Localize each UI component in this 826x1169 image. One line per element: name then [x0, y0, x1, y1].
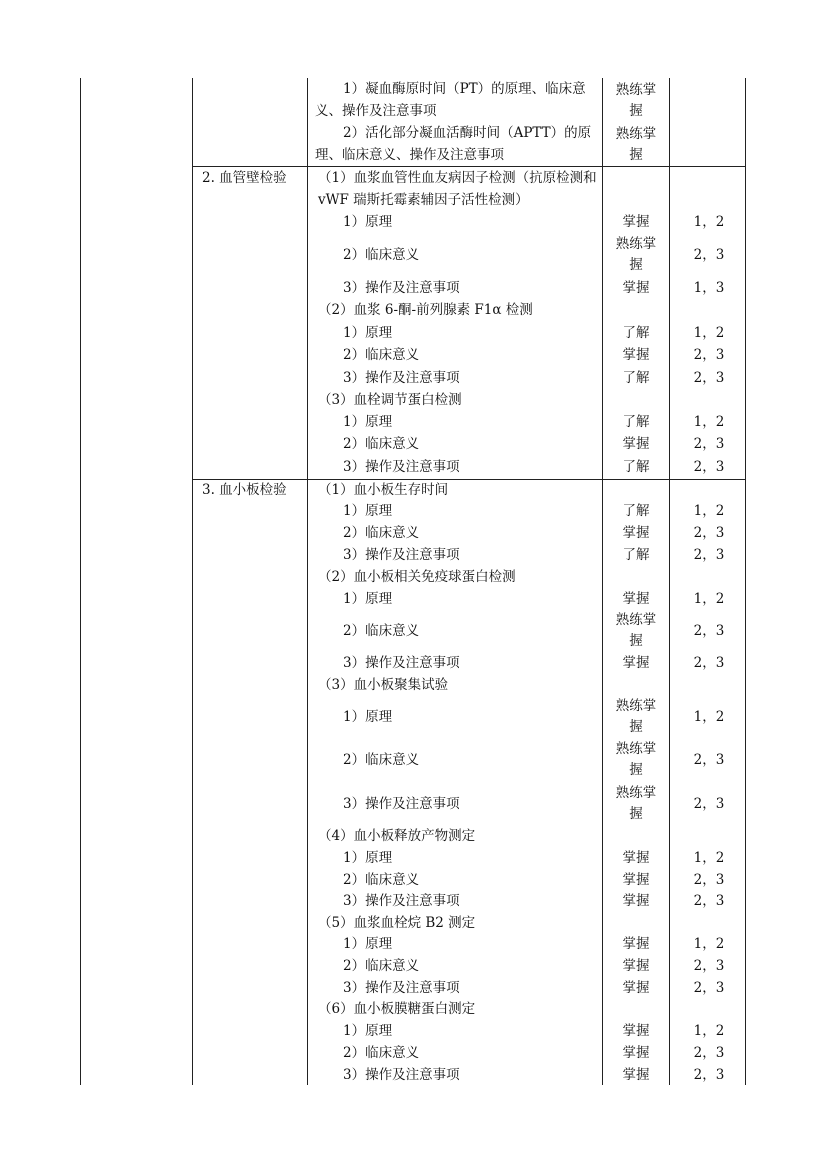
hours: 1，2 [693, 325, 725, 341]
item-text: 3）操作及注意事项 [343, 1067, 460, 1083]
item-text: 3）操作及注意事项 [343, 370, 460, 386]
mastery-level: 掌握 [622, 214, 650, 230]
item-text: 2）临床意义 [343, 436, 420, 452]
item-text: 1）原理 [343, 414, 393, 430]
hours: 2，3 [693, 525, 725, 541]
col-divider [602, 78, 603, 1085]
item-text: 2）临床意义 [343, 1045, 420, 1061]
item-text: 1）原理 [343, 709, 393, 725]
mastery-level: 熟练掌握 [615, 126, 657, 163]
item-text: 1）原理 [343, 850, 393, 866]
hours: 1，2 [693, 414, 725, 430]
hours: 1，2 [693, 850, 725, 866]
hours: 2，3 [693, 893, 725, 909]
hours: 1，2 [693, 936, 725, 952]
item-text: 2）活化部分凝血活酶时间（APTT）的原理、临床意义、操作及注意事项 [315, 125, 592, 163]
mastery-level: 掌握 [622, 872, 650, 888]
item-text: 3）操作及注意事项 [343, 980, 460, 996]
item-text: 2）临床意义 [343, 247, 420, 263]
item-text: 1）原理 [343, 1023, 393, 1039]
col-divider [669, 78, 670, 1085]
hours: 1，2 [693, 591, 725, 607]
hours: 1，2 [693, 709, 725, 725]
item-heading: （1）血浆血管性血友病因子检测（抗原检测和 vWF 瑞斯托霉素辅因子活性检测） [318, 170, 597, 208]
mastery-level: 掌握 [622, 850, 650, 866]
col-divider [192, 78, 193, 1085]
item-subheading: （2）血浆 6-酮-前列腺素 F1α 检测 [318, 302, 533, 318]
item-subheading: （5）血浆血栓烷 B2 测定 [318, 915, 476, 931]
item-subheading: （3）血栓调节蛋白检测 [318, 392, 462, 408]
hours: 2，3 [693, 796, 725, 812]
hours: 1，2 [693, 1023, 725, 1039]
mastery-level: 了解 [622, 503, 650, 519]
item-text: 1）凝血酶原时间（PT）的原理、临床意义、操作及注意事项 [315, 81, 586, 119]
item-text: 2）临床意义 [343, 958, 420, 974]
mastery-level: 掌握 [622, 1023, 650, 1039]
mastery-level: 熟练掌握 [615, 82, 657, 119]
hours: 2，3 [693, 370, 725, 386]
hours: 2，3 [693, 752, 725, 768]
hours: 2，3 [693, 980, 725, 996]
item-subheading: （4）血小板释放产物测定 [318, 828, 476, 844]
hours: 2，3 [693, 872, 725, 888]
mastery-level: 了解 [622, 325, 650, 341]
item-text: 1）原理 [343, 936, 393, 952]
item-text: 2）临床意义 [343, 872, 420, 888]
mastery-level: 掌握 [622, 280, 650, 296]
hours: 2，3 [693, 247, 725, 263]
mastery-level: 掌握 [622, 436, 650, 452]
hours: 2，3 [693, 436, 725, 452]
hours: 2，3 [693, 655, 725, 671]
hours: 2，3 [693, 1045, 725, 1061]
item-text: 1）原理 [343, 503, 393, 519]
mastery-level: 掌握 [622, 980, 650, 996]
item-text: 1）原理 [343, 325, 393, 341]
item-text: 2）临床意义 [343, 347, 420, 363]
item-text: 3）操作及注意事项 [343, 459, 460, 475]
item-text: 1）原理 [343, 214, 393, 230]
mastery-level: 掌握 [622, 347, 650, 363]
item-text: 2）临床意义 [343, 623, 420, 639]
hours: 2，3 [693, 623, 725, 639]
topic-title: 3. 血小板检验 [202, 482, 287, 498]
mastery-level: 熟练掌握 [615, 236, 657, 273]
hours: 2，3 [693, 547, 725, 563]
hours: 1，3 [693, 280, 725, 296]
mastery-level: 掌握 [622, 958, 650, 974]
col-divider [80, 78, 81, 1085]
mastery-level: 掌握 [622, 1045, 650, 1061]
item-text: 2）临床意义 [343, 525, 420, 541]
item-subheading: （2）血小板相关免疫球蛋白检测 [318, 569, 516, 585]
col-divider [307, 78, 308, 1085]
mastery-level: 熟练掌握 [615, 698, 657, 735]
hours: 2，3 [693, 459, 725, 475]
item-subheading: （6）血小板膜糖蛋白测定 [318, 1001, 476, 1017]
item-text: 3）操作及注意事项 [343, 280, 460, 296]
item-text: 3）操作及注意事项 [343, 547, 460, 563]
mastery-level: 了解 [622, 547, 650, 563]
item-text: 1）原理 [343, 591, 393, 607]
item-text: 3）操作及注意事项 [343, 655, 460, 671]
mastery-level: 掌握 [622, 936, 650, 952]
mastery-level: 掌握 [622, 893, 650, 909]
item-subheading: （1）血小板生存时间 [318, 482, 449, 498]
hours: 1，2 [693, 503, 725, 519]
item-text: 3）操作及注意事项 [343, 796, 460, 812]
col-divider [745, 78, 746, 1085]
item-subheading: （3）血小板聚集试验 [318, 677, 449, 693]
mastery-level: 了解 [622, 370, 650, 386]
hours: 2，3 [693, 1067, 725, 1083]
mastery-level: 熟练掌握 [615, 612, 657, 649]
mastery-level: 了解 [622, 414, 650, 430]
hours: 2，3 [693, 958, 725, 974]
item-text: 3）操作及注意事项 [343, 893, 460, 909]
mastery-level: 掌握 [622, 525, 650, 541]
topic-title: 2. 血管壁检验 [202, 170, 287, 186]
mastery-level: 熟练掌握 [615, 741, 657, 778]
mastery-level: 掌握 [622, 1067, 650, 1083]
mastery-level: 熟练掌握 [615, 785, 657, 822]
mastery-level: 了解 [622, 459, 650, 475]
hours: 2，3 [693, 347, 725, 363]
item-text: 2）临床意义 [343, 752, 420, 768]
mastery-level: 掌握 [622, 655, 650, 671]
hours: 1，2 [693, 214, 725, 230]
mastery-level: 掌握 [622, 591, 650, 607]
